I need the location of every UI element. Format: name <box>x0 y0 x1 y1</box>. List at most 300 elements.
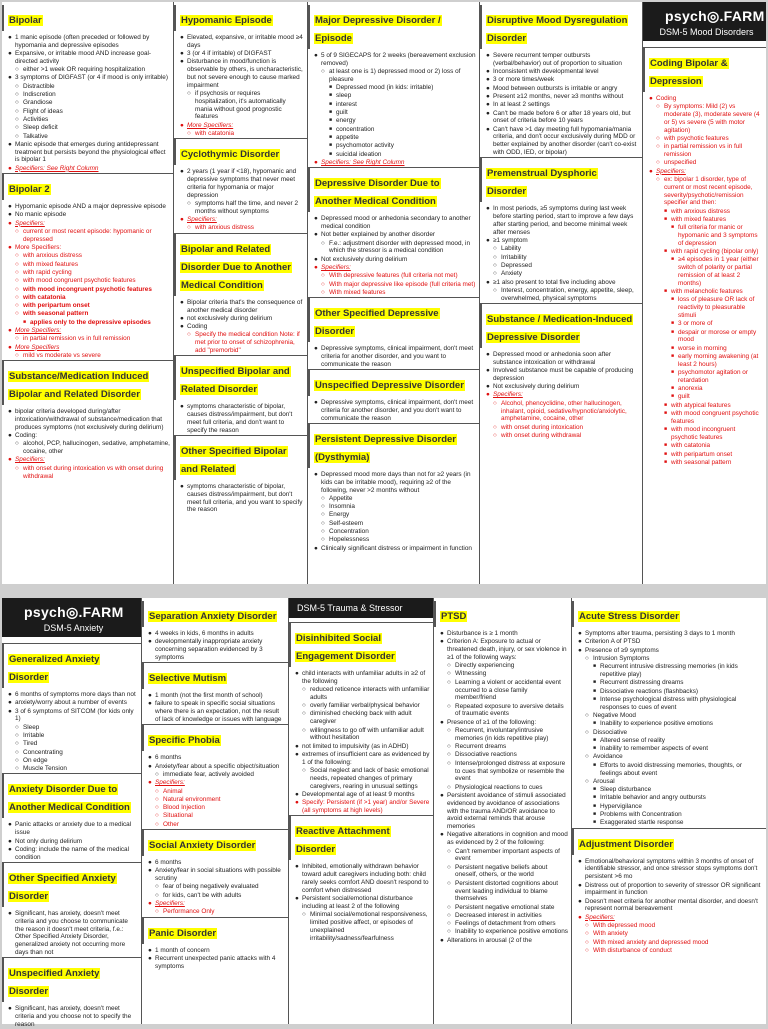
criteria-list <box>314 215 476 296</box>
section-title: Reactive Attachment Disorder <box>296 826 390 856</box>
criteria-list <box>148 947 285 971</box>
criteria-item: ● Specifiers: <box>8 456 170 464</box>
criteria-item: ○ with seasonal pattern <box>8 310 170 318</box>
criteria-item: ○ unspecified <box>649 159 763 167</box>
section-bipolar-2 <box>8 173 170 360</box>
criteria-item: ● More Specifiers: <box>8 244 170 252</box>
criteria-list <box>486 351 639 440</box>
criteria-item: ○ Intense/prolonged distress at exposure to cues that symbolize or resemble the event <box>440 760 568 783</box>
section-title: PTSD <box>441 611 467 622</box>
criteria-item: ● Specifiers: <box>148 779 285 787</box>
criteria-item: ○ Persistent negative emotional state <box>440 904 568 912</box>
criteria-list <box>578 630 763 827</box>
criteria-item: ● Symptoms after trauma, persisting 3 days to 1 month <box>578 630 763 638</box>
criteria-item: ○ Dissociative reactions <box>440 751 568 759</box>
criteria-item: ■ Altered sense of reality <box>578 737 763 745</box>
criteria-item: ○ Minimal social/emotional responsiveness, limited positive affect, or episodes of unexplained irritability/sadness/fearfulness <box>295 911 430 942</box>
section-major-depressive-disorder-episode <box>314 5 476 167</box>
criteria-item: ● Not exclusively during delirium <box>486 383 639 391</box>
section-adjustment-disorder <box>578 828 763 955</box>
criteria-item: ● not exclusively during delirium <box>180 315 304 323</box>
section-title: Specific Phobia <box>149 735 220 747</box>
criteria-item: ○ Flight of ideas <box>8 108 170 116</box>
criteria-item: ● 5 of 9 SIGECAPS for 2 weeks (bereavement exclusion removed) <box>314 52 476 68</box>
criteria-list <box>8 34 170 173</box>
criteria-list <box>180 34 304 138</box>
criteria-item: ■ interest <box>314 101 476 109</box>
brand-subtitle: DSM-5 Mood Disorders <box>659 27 754 37</box>
section-cyclothymic-disorder <box>180 138 304 232</box>
criteria-item: ● 4 weeks in kids, 6 months in adults <box>148 630 285 638</box>
column-3 <box>308 2 480 584</box>
criteria-item: ● Specifiers: <box>486 391 639 399</box>
criteria-list <box>295 863 430 942</box>
criteria-item: ● 6 months of symptoms more days than not <box>8 691 138 699</box>
criteria-item: ○ with onset during intoxication vs with onset during withdrawal <box>8 465 170 481</box>
section-header <box>572 828 766 855</box>
criteria-item: ○ for kids, can't be with adults <box>148 892 285 900</box>
criteria-item: ○ Arousal <box>578 778 763 786</box>
criteria-item: ● Depressive symptoms, clinical impairment, don't meet criteria for another disorder, and you want to communicate the reason <box>314 345 476 368</box>
criteria-item: ● Significant, has anxiety, doesn't meet criteria and you choose not to specify the reason <box>8 1005 138 1028</box>
criteria-item: ■ guilt <box>649 393 763 401</box>
section-header <box>2 173 173 200</box>
criteria-list <box>8 203 170 360</box>
criteria-item: ■ ≥4 episodes in 1 year (either switch of polarity or partial remission of at least 2 months) <box>649 256 763 287</box>
criteria-list <box>486 52 639 157</box>
section-header <box>308 369 479 396</box>
criteria-item: ● Specifiers: <box>8 220 170 228</box>
criteria-item: ■ with mood congruent psychotic features <box>649 410 763 426</box>
criteria-item: ■ Recurrent distressing dreams <box>578 679 763 687</box>
criteria-item: ○ Irritability <box>486 254 639 262</box>
criteria-item: ● failure to speak in specific social situations where there is an expectation, not the result of lack of knowledge or issues with language <box>148 700 285 723</box>
criteria-item: ● Specifiers: See Right Column <box>314 159 476 167</box>
criteria-item: ○ Persistent negative beliefs about oneself, others, or the world <box>440 864 568 880</box>
criteria-item: ● ≥1 symptom <box>486 237 639 245</box>
criteria-item: ○ Physiological reactions to cues <box>440 784 568 792</box>
criteria-item: ○ With disturbance of conduct <box>578 947 763 955</box>
section-substance-medication-induced-depressive-disorder <box>486 303 639 440</box>
criteria-list <box>148 859 285 916</box>
criteria-item: ■ Recurrent intrusive distressing memories (in kids repetitive play) <box>578 663 763 679</box>
criteria-list <box>8 408 170 480</box>
brand-logo: psych◎.FARM <box>665 8 765 24</box>
criteria-item: ○ Hopelessness <box>314 536 476 544</box>
criteria-item: ● Can't be made before 6 or after 18 years old, but onset of criteria before 10 years <box>486 110 639 126</box>
criteria-item: ● Specifiers: <box>578 914 763 922</box>
criteria-item: ● 3 of 6 symptoms of SITCOM (for kids only 1) <box>8 708 138 724</box>
criteria-list <box>180 483 304 514</box>
criteria-item: ○ Witnessing <box>440 670 568 678</box>
section-hypomanic-episode <box>180 5 304 138</box>
section-header <box>2 643 141 688</box>
criteria-item: ● Negative alterations in cognition and mood as evidenced by 2 of the following: <box>440 831 568 847</box>
criteria-item: ○ Sleep <box>8 724 138 732</box>
criteria-item: ● Depressed mood or anhedonia secondary to another medical condition <box>314 215 476 231</box>
criteria-item: ○ With mixed features <box>314 289 476 297</box>
criteria-item: ● Coding <box>180 323 304 331</box>
section-header <box>289 815 433 860</box>
criteria-item: ○ in partial remission vs in full remission <box>649 143 763 159</box>
criteria-item: ● Alterations in arousal (2 of the <box>440 937 568 945</box>
column-1 <box>2 598 142 1028</box>
column-2 <box>142 598 289 1024</box>
criteria-item: ● Persistent avoidance of stimuli associated evidenced by avoidance of associations with the trauma AND/OR avoidance to avoid external reminds that arouse memories <box>440 792 568 831</box>
section-title: Unspecified Anxiety Disorder <box>9 968 100 998</box>
section-reactive-attachment-disorder <box>295 815 430 942</box>
section-header <box>308 423 479 468</box>
criteria-item: ■ Hypervigilance <box>578 803 763 811</box>
section-header <box>2 5 173 31</box>
section-header <box>2 773 141 818</box>
criteria-item: ○ Grandiose <box>8 99 170 107</box>
section-header <box>2 360 173 405</box>
criteria-item: ● not limited to impulsivity (as in ADHD) <box>295 743 430 751</box>
section-header <box>480 5 642 49</box>
criteria-item: ● Disturbance in mood/function is observable by others, is uncharacteristic, but not severe enough to cause marked impairment <box>180 58 304 89</box>
criteria-item: ● Specifiers: <box>314 264 476 272</box>
criteria-item: ■ psychomotor agitation or retardation <box>649 369 763 385</box>
criteria-item: ● Developmental age of at least 9 months <box>295 791 430 799</box>
criteria-item: ● Can't have >1 day meeting full hypomania/mania criteria, and don't occur exclusively during MDD or better explained by another disorder (can't co-exist with ODD, IED, or bipolar) <box>486 126 639 157</box>
criteria-item: ● Depressive symptoms, clinical impairment, don't meet criteria for another disorder, and you don't want to communicate the reason <box>314 399 476 422</box>
section-header <box>174 435 307 480</box>
criteria-item: ○ Depressed <box>486 262 639 270</box>
section-title: Panic Disorder <box>149 927 217 939</box>
criteria-item: ○ symptoms half the time, and never 2 months without symptoms <box>180 200 304 216</box>
criteria-item: ○ Concentration <box>314 528 476 536</box>
criteria-item: ○ Energy <box>314 511 476 519</box>
section-disinhibited-social-engagement-disorder <box>295 622 430 815</box>
criteria-item: ○ with anxious distress <box>180 224 304 232</box>
criteria-item: ○ Activities <box>8 116 170 124</box>
criteria-item: ● More Specifiers <box>8 344 170 352</box>
criteria-item: ○ Muscle Tension <box>8 765 138 773</box>
criteria-item: ● Panic attacks or anxiety due to a medical issue <box>8 821 138 837</box>
section-acute-stress-disorder <box>578 601 763 827</box>
criteria-item: ● 3 or more times/week <box>486 76 639 84</box>
criteria-item: ○ Social neglect and lack of basic emotional needs, repeated changes of primary caregivers, rearing in unusual settings <box>295 767 430 790</box>
section-title: Other Specified Anxiety Disorder <box>9 872 116 902</box>
section-substance-medication-induced-bipolar-and-related-disorder <box>8 360 170 480</box>
criteria-item: ○ with mood incongruent psychotic features <box>8 286 170 294</box>
criteria-list <box>148 692 285 724</box>
criteria-item: ■ with anxious distress <box>649 208 763 216</box>
criteria-item: ○ Sleep deficit <box>8 124 170 132</box>
section-title: Separation Anxiety Disorder <box>149 611 277 622</box>
criteria-item: ○ Self-esteem <box>314 520 476 528</box>
column-5 <box>572 598 766 1024</box>
section-header <box>142 662 288 689</box>
criteria-item: ● In at least 2 settings <box>486 101 639 109</box>
section-header <box>643 47 766 92</box>
criteria-list <box>578 858 763 955</box>
criteria-item: ■ despair or morose or empty mood <box>649 329 763 345</box>
criteria-item: ● bipolar criteria developed during/after intoxication/withdrawal of substance/medication that produces symptoms (not exclusively during delirium) <box>8 408 170 431</box>
section-header <box>308 5 479 49</box>
section-header <box>480 157 642 202</box>
criteria-item: ○ Lability <box>486 245 639 253</box>
criteria-item: ● Doesn't meet criteria for another mental disorder, and doesn't represent normal bereavement <box>578 898 763 914</box>
section-header <box>174 5 307 31</box>
criteria-item: ● Depressed mood more days than not for ≥2 years (in kids can be irritable mood), requiring ≥2 of the following, never >2 months without <box>314 471 476 494</box>
criteria-item: ■ sleep <box>314 92 476 100</box>
criteria-item: ● Manic episode that emerges during antidepressant treatment but persists beyond the physiological effect is bipolar 1 <box>8 141 170 164</box>
criteria-item: ■ with mixed features <box>649 216 763 224</box>
section-title: Substance/Medication Induced Bipolar and Related Disorder <box>9 371 149 401</box>
criteria-list <box>8 821 138 861</box>
criteria-item: ○ With depressed mood <box>578 922 763 930</box>
criteria-item: ○ if psychosis or requires hospitalization, it's automatically mania without good prognostic features <box>180 90 304 121</box>
section-title: Anxiety Disorder Due to Another Medical Condition <box>9 784 130 814</box>
criteria-item: ● No manic episode <box>8 211 170 219</box>
criteria-item: ● Involved substance must be capable of producing depression <box>486 367 639 383</box>
criteria-item: ● 1 month (not the first month of school) <box>148 692 285 700</box>
criteria-item: ○ with onset during withdrawal <box>486 432 639 440</box>
criteria-item: ● Significant, has anxiety, doesn't meet criteria and you choose to communicate the reason it doesn't meet criteria, f.e.: Other Specified Anxiety Disorder, generalized anxiety not occurring more days than not <box>8 910 138 957</box>
section-title: Selective Mutism <box>149 673 227 685</box>
column-4 <box>434 598 572 1024</box>
criteria-item: ● Specifiers: <box>649 168 763 176</box>
criteria-item: ● Not only during delirium <box>8 838 138 846</box>
criteria-item: ● Specifiers: See Right Column <box>8 165 170 173</box>
criteria-item: ○ Natural environment <box>148 796 285 804</box>
section-ptsd <box>440 601 568 945</box>
criteria-list <box>314 399 476 422</box>
criteria-item: ○ immediate fear, actively avoided <box>148 771 285 779</box>
criteria-item: ● Not exclusively during delirium <box>314 256 476 264</box>
criteria-item: ● Specify: Persistent (if >1 year) and/or Severe (all symptoms at high levels) <box>295 799 430 815</box>
section-title: Coding Bipolar & Depression <box>650 58 728 87</box>
section-header <box>308 297 479 342</box>
criteria-item: ○ with anxious distress <box>8 252 170 260</box>
section-title: Bipolar <box>9 15 42 26</box>
section-title: Cyclothymic Disorder <box>181 149 280 161</box>
criteria-item: ● Inhibited, emotionally withdrawn behavior toward adult caregivers including both: child rarely seeks comfort AND doesn't respond to comfort when distressed <box>295 863 430 894</box>
section-unspecified-bipolar-and-related-disorder <box>180 355 304 434</box>
section-header <box>142 829 288 856</box>
section-social-anxiety-disorder <box>148 829 285 916</box>
criteria-item: ○ diminished checking back with adult caregiver <box>295 710 430 726</box>
criteria-item: ○ Anxiety <box>486 270 639 278</box>
criteria-list <box>180 299 304 355</box>
criteria-item: ○ with catatonia <box>8 294 170 302</box>
section-bipolar-and-related-disorder-due-to-another-medical-condition <box>180 233 304 355</box>
criteria-list <box>180 168 304 232</box>
criteria-item: ● Emotional/behavioral symptoms within 3 months of onset of identifiable stressor, and once stressor stops symptoms don't persistent >6 mo <box>578 858 763 881</box>
criteria-item: ○ On edge <box>8 757 138 765</box>
criteria-item: ● symptoms characteristic of bipolar, causes distress/impairment, but don't meet full criteria, and don't want to specify the reason <box>180 403 304 434</box>
criteria-item: ○ With major depressive like episode (full criteria met) <box>314 281 476 289</box>
criteria-item: ● 3 (or 4 if irritable) of DIGFAST <box>180 50 304 58</box>
criteria-item: ● Coding <box>649 95 763 103</box>
criteria-item: ○ Situational <box>148 812 285 820</box>
criteria-item: ■ with mood incongruent psychotic features <box>649 426 763 442</box>
criteria-list <box>486 205 639 302</box>
criteria-item: ○ willingness to go off with unfamiliar adult without hesitation <box>295 727 430 743</box>
criteria-item: ■ Inability to remember aspects of event <box>578 745 763 753</box>
section-header <box>142 917 288 944</box>
criteria-item: ○ Inability to experience positive emotions <box>440 928 568 936</box>
criteria-item: ● Inconsistent with developmental level <box>486 68 639 76</box>
criteria-item: ○ Avoidance <box>578 753 763 761</box>
criteria-item: ● Depressed mood or anhedonia soon after substance intoxication or withdrawal <box>486 351 639 367</box>
criteria-item: ● Bipolar criteria that's the consequence of another medical disorder <box>180 299 304 315</box>
section-header <box>174 233 307 296</box>
section-header <box>572 601 766 627</box>
criteria-item: ■ with rapid cycling (bipolar only) <box>649 248 763 256</box>
criteria-item: ■ early morning awakening (at least 2 hours) <box>649 353 763 369</box>
criteria-list <box>8 1005 138 1028</box>
criteria-item: ● Persistent social/emotional disturbance including at least 2 of the following <box>295 895 430 911</box>
mood-disorders-sheet <box>2 2 766 584</box>
section-unspecified-depressive-disorder <box>314 369 476 422</box>
criteria-item: ○ Concentrating <box>8 749 138 757</box>
criteria-item: ■ with atypical features <box>649 402 763 410</box>
section-header <box>2 862 141 907</box>
criteria-item: ● 6 months <box>148 859 285 867</box>
section-disruptive-mood-dysregulation-disorder <box>486 5 639 157</box>
criteria-item: ● 3 symptoms of DIGFAST (or 4 if mood is only irritable) <box>8 74 170 82</box>
section-selective-mutism <box>148 662 285 724</box>
criteria-list <box>314 471 476 552</box>
section-panic-disorder <box>148 917 285 971</box>
criteria-item: ○ Dissociative <box>578 729 763 737</box>
section-header <box>174 355 307 400</box>
criteria-item: ● Criterion A of PTSD <box>578 638 763 646</box>
criteria-item: ● 1 manic episode (often preceded or followed by hypomania and depressive episodes <box>8 34 170 50</box>
criteria-item: ○ Persistent distorted cognitions about event leading individual to blame themselves <box>440 880 568 903</box>
section-title: Depressive Disorder Due to Another Medical Condition <box>315 178 440 208</box>
criteria-item: ■ Intense psychological distress with physiological responses to cues of event <box>578 696 763 712</box>
section-bipolar <box>8 5 170 173</box>
section-title: Social Anxiety Disorder <box>149 840 256 852</box>
criteria-item: ○ Decreased interest in activities <box>440 912 568 920</box>
section-unspecified-anxiety-disorder <box>8 957 138 1028</box>
criteria-item: ● 1 month of concern <box>148 947 285 955</box>
column-5 <box>643 2 766 584</box>
criteria-item: ■ Sleep disturbance <box>578 786 763 794</box>
brand-logo: psych◎.FARM <box>24 604 124 620</box>
section-title: Substance / Medication-Induced Depressive Disorder <box>487 313 633 343</box>
column-3 <box>289 598 434 1024</box>
criteria-item: ○ current or most recent episode: hypomanic or depressed <box>8 228 170 244</box>
criteria-item: ● Disturbance is ≥ 1 month <box>440 630 568 638</box>
trauma-stressor-tab: DSM-5 Trauma & Stressor <box>289 598 433 618</box>
criteria-item: ○ Distractible <box>8 83 170 91</box>
section-separation-anxiety-disorder <box>148 601 285 662</box>
criteria-item: ○ F.e.: adjustment disorder with depressed mood, in which the stressor is a medical condition <box>314 240 476 256</box>
column-4 <box>480 2 643 584</box>
criteria-list <box>295 670 430 815</box>
criteria-item: ● Presence of ≥9 symptoms <box>578 647 763 655</box>
criteria-item: ○ with peripartum onset <box>8 302 170 310</box>
section-title: Hypomanic Episode <box>181 15 272 26</box>
section-header <box>308 167 479 212</box>
criteria-list <box>148 754 285 828</box>
section-header <box>174 138 307 165</box>
criteria-item: ■ appetite <box>314 134 476 142</box>
column-1 <box>2 2 174 584</box>
criteria-list <box>8 910 138 957</box>
section-title: Disinhibited Social Engagement Disorder <box>296 633 395 662</box>
criteria-item: ○ Blood Injection <box>148 804 285 812</box>
criteria-item: ■ Problems with Concentration <box>578 811 763 819</box>
brand-header <box>643 2 766 41</box>
section-other-specified-anxiety-disorder <box>8 862 138 957</box>
criteria-item: ○ Alcohol, phencyclidine, other hallucinogen, inhalant, opioid, sedative/hypnotic/anxiolytic, amphetamine, cocaine, other <box>486 400 639 423</box>
criteria-item: ○ By symptoms: Mild (2) vs moderate (3), moderate severe (4 or 5) vs severe (5 with motor agitation) <box>649 103 763 134</box>
section-title: Acute Stress Disorder <box>579 611 679 622</box>
criteria-item: ○ With mixed anxiety and depressed mood <box>578 939 763 947</box>
criteria-item: ○ in partial remission vs in full remission <box>8 335 170 343</box>
criteria-item: ○ Animal <box>148 788 285 796</box>
section-title: Other Specified Bipolar and Related <box>181 446 287 475</box>
criteria-item: ● Anxiety/fear in social situations with possible scrutiny <box>148 867 285 883</box>
section-header <box>2 957 141 1002</box>
criteria-item: ● Clinically significant distress or impairment in function <box>314 545 476 553</box>
criteria-item: ■ with seasonal pattern <box>649 459 763 467</box>
criteria-list <box>180 403 304 434</box>
section-premenstrual-dysphoric-disorder <box>486 157 639 302</box>
section-title: Other Specified Depressive Disorder <box>315 308 439 338</box>
criteria-item: ● child interacts with unfamiliar adults in ≥2 of the following <box>295 670 430 686</box>
criteria-item: ● Presence of ≥1 of the following: <box>440 719 568 727</box>
criteria-item: ● Expansive, or irritable mood AND increase goal-directed activity <box>8 50 170 66</box>
criteria-item: ○ Irritable <box>8 732 138 740</box>
criteria-item: ○ With anxiety <box>578 930 763 938</box>
criteria-item: ○ with rapid cycling <box>8 269 170 277</box>
criteria-item: ○ Other <box>148 821 285 829</box>
criteria-list <box>649 95 763 467</box>
criteria-item: ■ with peripartum onset <box>649 451 763 459</box>
section-title: Disruptive Mood Dysregulation Disorder <box>487 15 628 44</box>
criteria-item: ● Coding: include the name of the medical condition <box>8 846 138 862</box>
criteria-item: ○ Interest, concentration, energy, appetite, sleep, overwhelmed, physical symptoms <box>486 287 639 303</box>
criteria-item: ■ energy <box>314 117 476 125</box>
criteria-item: ■ Exaggerated startle response <box>578 819 763 827</box>
section-coding-bipolar-depression <box>649 47 763 467</box>
criteria-item: ■ guilt <box>314 109 476 117</box>
section-title: Major Depressive Disorder / Episode <box>315 15 441 44</box>
criteria-item: ■ 3 or more of <box>649 320 763 328</box>
section-persistent-depressive-disorder-dysthymia <box>314 423 476 552</box>
criteria-list <box>314 52 476 167</box>
criteria-item: ○ ex: bipolar 1 disorder, type of current or most recent episode, severity/psychotic/remission specifier and then: <box>649 176 763 207</box>
criteria-item: ● Severe recurrent temper outbursts (verbal/behavior) out of proportion to situation <box>486 52 639 68</box>
criteria-item: ○ Negative Mood <box>578 712 763 720</box>
criteria-item: ○ alcohol, PCP, hallucinogen, sedative, amphetamine, cocaine, other <box>8 440 170 456</box>
criteria-item: ○ With depressive features (full criteria not met) <box>314 272 476 280</box>
criteria-item: ○ with psychotic features <box>649 135 763 143</box>
criteria-item: ● 2 years (1 year if <18), hypomanic and depressive symptoms that never meet criteria for hypomania or major depression <box>180 168 304 199</box>
criteria-item: ● Coding: <box>8 432 170 440</box>
criteria-item: ● Mood between outbursts is irritable or angry <box>486 85 639 93</box>
criteria-item: ■ worse in morning <box>649 345 763 353</box>
criteria-item: ■ Efforts to avoid distressing memories, thoughts, or feelings about event <box>578 762 763 778</box>
section-header <box>480 303 642 348</box>
criteria-item: ○ Learning a violent or accidental event occurred to a close family member/friend <box>440 679 568 702</box>
criteria-item: ○ Tired <box>8 740 138 748</box>
criteria-list <box>314 345 476 368</box>
criteria-item: ● Distress out of proportion to severity of stressor OR significant impairment in function <box>578 882 763 898</box>
criteria-item: ● Hypomanic episode AND a major depressive episode <box>8 203 170 211</box>
criteria-item: ○ overly familiar verbal/physical behavior <box>295 702 430 710</box>
section-depressive-disorder-due-to-another-medical-condition <box>314 167 476 296</box>
criteria-item: ■ psychomotor activity <box>314 142 476 150</box>
criteria-item: ○ Intrusion Symptoms <box>578 655 763 663</box>
